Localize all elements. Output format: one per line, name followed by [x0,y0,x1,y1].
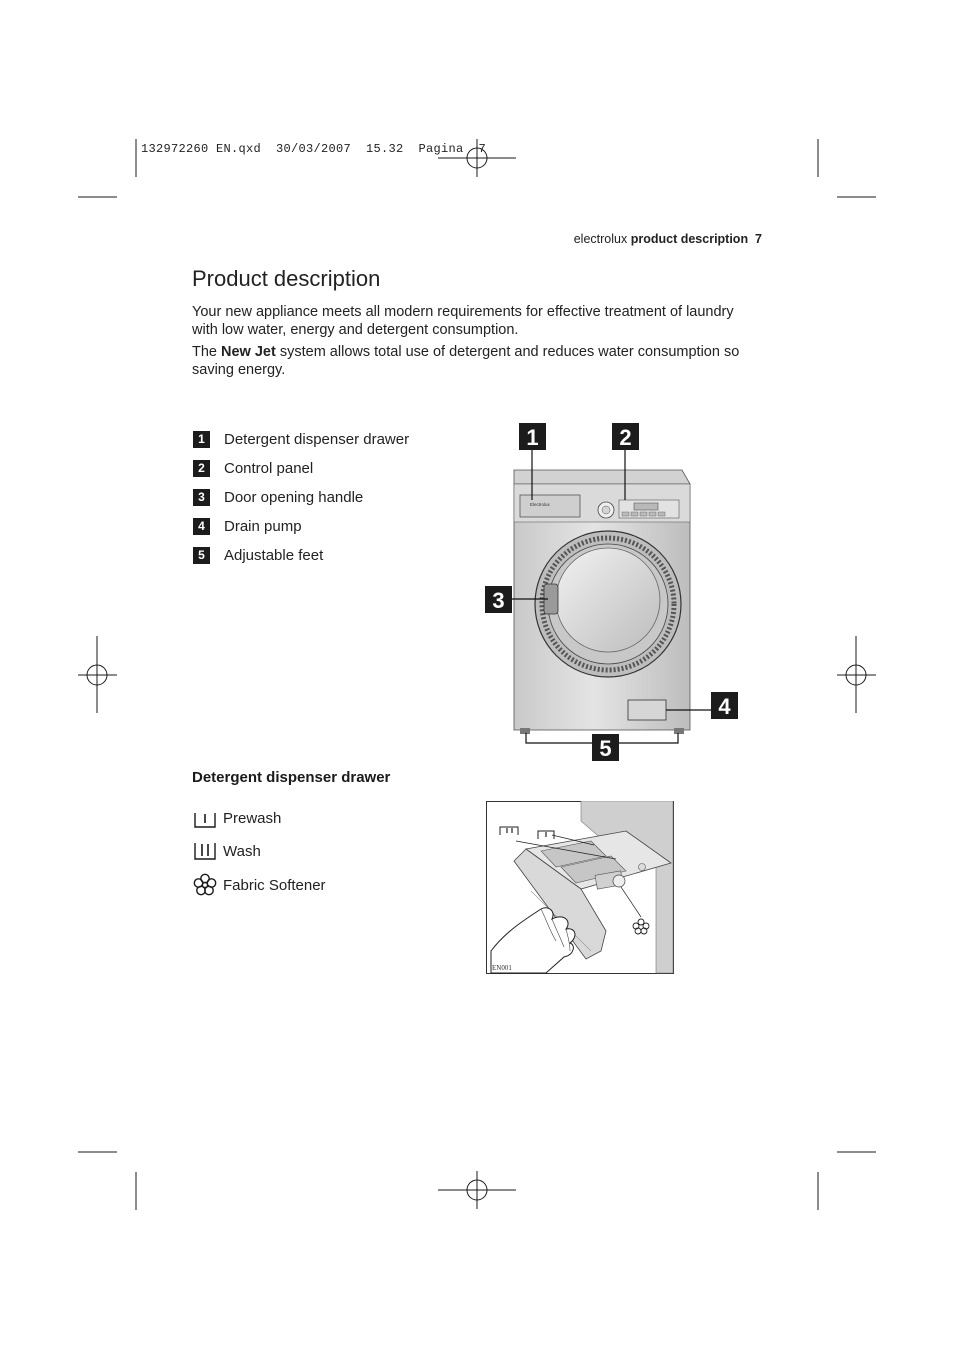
registration-mark-left [78,636,117,713]
running-head [574,232,762,246]
intro-text-after: system allows total use of detergent and reduces water consumption so saving energy. [192,344,740,378]
part-item [193,512,409,541]
print-slug: 132972260 EN.qxd 30/03/2007 15.32 Pagina 7 [141,142,487,156]
callout-3 [485,586,512,613]
page-number: 7 [755,232,762,246]
intro-paragraph-2 [192,343,762,379]
intro-text-before: The [192,344,222,360]
dispenser-item [193,803,326,834]
part-item [193,483,409,512]
parts-list [193,425,409,570]
part-item [193,425,409,454]
washing-machine-illustration [484,420,744,765]
part-label: Adjustable feet [224,547,324,564]
part-number-badge: 4 [193,518,210,535]
part-number-badge: 1 [193,431,210,448]
machine-top [514,470,690,484]
callout-label: 3 [492,588,505,613]
drain-pump-cover [628,700,666,720]
part-label: Door opening handle [224,489,364,506]
running-head-brand: electrolux [573,232,628,246]
part-number-badge: 2 [193,460,210,477]
registration-mark-right [837,636,876,713]
callout-label: 4 [718,694,731,719]
dispenser-item-label: Prewash [223,810,282,827]
new-jet-term: New Jet [221,344,276,360]
part-item [193,454,409,483]
callout-label: 5 [599,736,612,761]
intro-paragraph-1: Your new appliance meets all modern requirements for effective treatment of laundry with low water, energy and detergent consumption. [192,304,734,338]
dispenser-item [193,834,326,868]
brand-text: Electrolux [530,502,550,507]
callout-1 [519,423,546,450]
foot-right [674,728,684,734]
dispenser-legend [193,803,326,902]
running-head-section: product description [630,232,749,246]
softener-siphon [613,875,625,887]
dispenser-item-label: Wash [223,842,261,860]
page-title: Product description [192,266,381,291]
part-label: Drain pump [224,518,302,535]
dispenser-item-label: Fabric Softener [223,876,326,894]
dispenser-section-heading: Detergent dispenser drawer [192,769,391,786]
callout-label: 1 [526,425,539,450]
part-label: Detergent dispenser drawer [224,431,410,448]
callout-4 [711,692,738,719]
prewash-compartment-icon [193,809,217,829]
fabric-softener-flower-icon [193,873,217,897]
detergent-drawer [520,495,580,517]
wash-compartment-icon [193,841,217,861]
dispenser-drawer-illustration [486,801,676,976]
display-window [634,503,658,510]
figure-code: EN001 [492,964,512,972]
part-number-badge: 3 [193,489,210,506]
dispenser-item [193,868,326,902]
callout-5 [592,734,619,761]
part-number-badge: 5 [193,547,210,564]
callout-2 [612,423,639,450]
callout-label: 2 [619,425,632,450]
foot-left [520,728,530,734]
registration-mark-bottom [438,1171,516,1209]
door-glass [556,548,660,652]
part-item [193,541,409,570]
part-label: Control panel [224,460,314,477]
